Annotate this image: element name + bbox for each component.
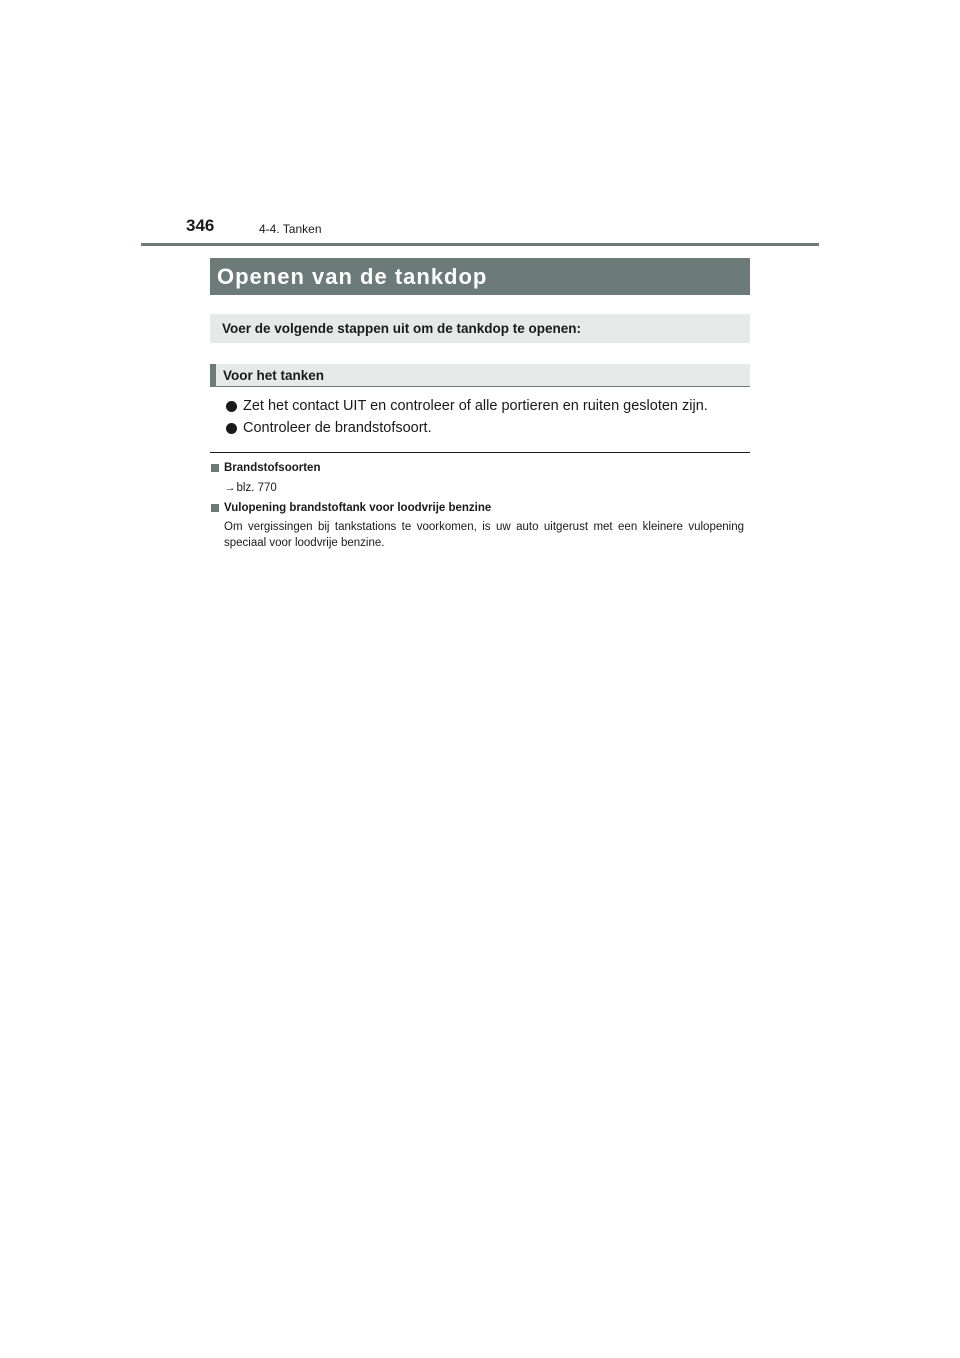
bullet-icon bbox=[226, 423, 237, 434]
subheading-text: Voor het tanken bbox=[223, 367, 325, 383]
bullet-list bbox=[226, 395, 750, 439]
square-bullet-icon bbox=[211, 464, 219, 472]
intro-text: Voer de volgende stappen uit om de tankdop te openen: bbox=[222, 321, 582, 336]
intro-box bbox=[210, 314, 750, 343]
info-divider bbox=[210, 452, 750, 453]
page-title-bar bbox=[210, 258, 750, 295]
page-title: Openen van de tankdop bbox=[217, 263, 488, 289]
info-block-fuel-types bbox=[211, 460, 751, 496]
list-item bbox=[226, 417, 750, 439]
info-heading bbox=[211, 500, 751, 516]
info-body-text: Om vergissingen bij tankstations te voorkomen, is uw auto uitgerust met een kleinere vulopening speciaal voor loodvrije benzine. bbox=[224, 521, 744, 549]
list-item-text: Zet het contact UIT en controleer of alle portieren en ruiten gesloten zijn. bbox=[243, 398, 708, 414]
page-reference-text: blz. 770 bbox=[236, 482, 277, 494]
list-item-text: Controleer de brandstofsoort. bbox=[243, 420, 432, 436]
arrow-right-icon: → bbox=[224, 482, 236, 494]
info-heading bbox=[211, 460, 751, 476]
section-label: 4-4. Tanken bbox=[259, 222, 322, 236]
bullet-icon bbox=[226, 401, 237, 412]
info-block-filler-neck bbox=[211, 500, 751, 551]
square-bullet-icon bbox=[211, 504, 219, 512]
info-heading-text: Brandstofsoorten bbox=[224, 462, 321, 474]
list-item bbox=[226, 395, 750, 417]
subheading-box bbox=[210, 364, 750, 387]
info-heading-text: Vulopening brandstoftank voor loodvrije benzine bbox=[224, 502, 492, 514]
page-reference[interactable] bbox=[224, 480, 744, 496]
header-divider bbox=[141, 243, 819, 246]
page-number: 346 bbox=[186, 216, 215, 235]
